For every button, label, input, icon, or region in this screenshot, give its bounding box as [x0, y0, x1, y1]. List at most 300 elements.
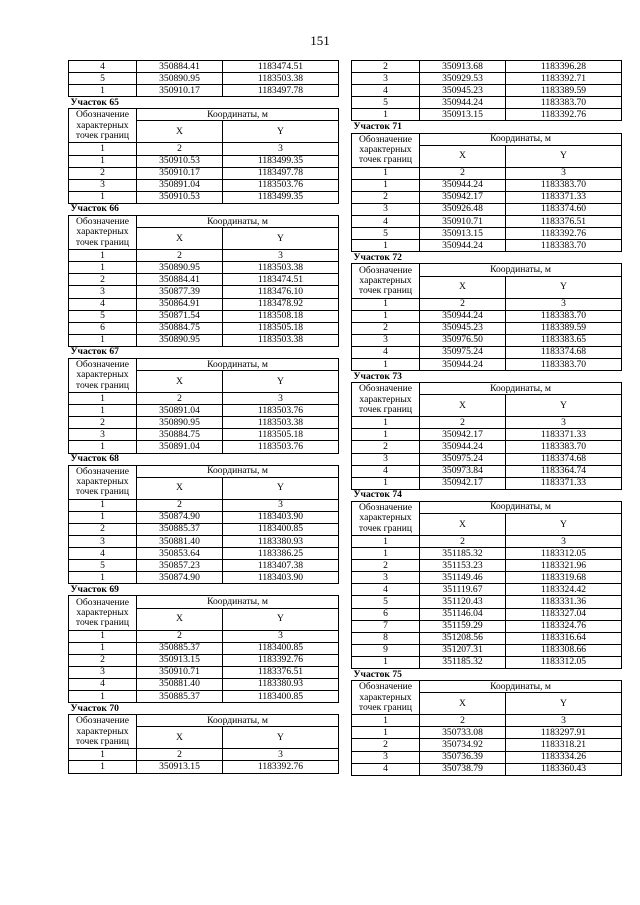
point-number: 1 [352, 179, 420, 191]
table-row [69, 310, 339, 322]
point-number: 1 [69, 405, 137, 417]
x-value: 350881.40 [137, 536, 223, 548]
y-value: 1183503.38 [223, 417, 339, 429]
y-value: 1183334.26 [506, 751, 622, 763]
y-value: 1183503.38 [223, 73, 339, 85]
x-value: 351208.56 [420, 632, 506, 644]
x-value: 350738.79 [420, 763, 506, 775]
y-value: 1183505.18 [223, 429, 339, 441]
y-value: 1183403.90 [223, 511, 339, 523]
y-value: 1183380.93 [223, 678, 339, 690]
x-header: X [420, 276, 506, 298]
x-value: 350891.04 [137, 441, 223, 453]
x-value: 350973.84 [420, 465, 506, 477]
y-header: Y [506, 693, 622, 715]
section-title: Участок 75 [352, 669, 622, 681]
x-value: 350913.15 [420, 109, 506, 121]
x-value: 350913.15 [137, 761, 223, 773]
point-number: 1 [69, 155, 137, 167]
table-row [69, 429, 339, 441]
y-value: 1183371.33 [506, 429, 622, 441]
x-value: 350890.95 [137, 417, 223, 429]
table-row [352, 441, 622, 453]
point-number: 8 [352, 632, 420, 644]
designation-header: Обозначение характерных точек границ [69, 216, 137, 250]
point-number: 1 [352, 109, 420, 121]
x-value: 350890.95 [137, 73, 223, 85]
point-number: 1 [69, 441, 137, 453]
x-value: 350891.04 [137, 405, 223, 417]
y-value: 1183389.59 [506, 322, 622, 334]
point-number: 1 [352, 548, 420, 560]
table-row [69, 441, 339, 453]
table-row [352, 228, 622, 240]
x-value: 351185.32 [420, 656, 506, 668]
y-value: 1183376.51 [223, 666, 339, 678]
point-number: 2 [69, 274, 137, 286]
y-value: 1183407.38 [223, 560, 339, 572]
column-number: 1 [352, 298, 420, 310]
point-number: 4 [352, 763, 420, 775]
y-value: 1183478.92 [223, 298, 339, 310]
x-value: 350890.95 [137, 262, 223, 274]
point-number: 5 [352, 596, 420, 608]
y-value: 1183324.76 [506, 620, 622, 632]
point-number: 1 [69, 642, 137, 654]
y-value: 1183376.51 [506, 216, 622, 228]
x-value: 350910.71 [137, 666, 223, 678]
y-value: 1183503.76 [223, 179, 339, 191]
y-value: 1183312.05 [506, 656, 622, 668]
designation-header: Обозначение характерных точек границ [352, 383, 420, 417]
table-row [352, 73, 622, 85]
x-value: 350853.64 [137, 548, 223, 560]
coordinates-table [68, 60, 339, 774]
x-header: X [137, 228, 223, 250]
y-value: 1183383.70 [506, 441, 622, 453]
column-number: 1 [352, 536, 420, 548]
x-value: 350874.90 [137, 572, 223, 584]
designation-header: Обозначение характерных точек границ [352, 681, 420, 715]
x-value: 350733.08 [420, 727, 506, 739]
point-number: 4 [69, 678, 137, 690]
y-value: 1183400.85 [223, 523, 339, 535]
point-number: 3 [69, 536, 137, 548]
table-row [69, 761, 339, 773]
right-column [351, 60, 621, 776]
y-value: 1183380.93 [223, 536, 339, 548]
y-value: 1183308.66 [506, 644, 622, 656]
point-number: 2 [352, 191, 420, 203]
x-value: 351207.31 [420, 644, 506, 656]
column-number: 3 [223, 499, 339, 511]
coordinates-header: Координаты, м [420, 133, 622, 145]
designation-header: Обозначение характерных точек границ [69, 596, 137, 630]
table-row [69, 691, 339, 703]
table-row [69, 560, 339, 572]
x-value: 350884.75 [137, 429, 223, 441]
table-row [352, 97, 622, 109]
point-number: 1 [69, 191, 137, 203]
y-header: Y [223, 371, 339, 393]
x-value: 350885.37 [137, 523, 223, 535]
coordinates-table [351, 60, 622, 776]
point-number: 4 [352, 346, 420, 358]
table-row [69, 322, 339, 334]
y-value: 1183505.18 [223, 322, 339, 334]
point-number: 4 [352, 465, 420, 477]
coordinates-header: Координаты, м [137, 596, 339, 608]
table-row [69, 405, 339, 417]
point-number: 1 [352, 727, 420, 739]
column-number: 3 [506, 167, 622, 179]
column-number: 2 [137, 393, 223, 405]
designation-header: Обозначение характерных точек границ [69, 358, 137, 392]
column-number: 2 [137, 250, 223, 262]
coordinates-header: Координаты, м [420, 264, 622, 276]
table-row [69, 548, 339, 560]
table-row [69, 262, 339, 274]
section-title: Участок 70 [69, 703, 339, 715]
table-row [352, 216, 622, 228]
point-number: 3 [352, 453, 420, 465]
x-value: 350945.23 [420, 85, 506, 97]
x-value: 350944.24 [420, 358, 506, 370]
x-value: 350910.71 [420, 216, 506, 228]
table-row [352, 644, 622, 656]
table-row [352, 548, 622, 560]
point-number: 1 [352, 310, 420, 322]
table-row [69, 666, 339, 678]
column-number: 2 [137, 749, 223, 761]
y-value: 1183371.33 [506, 191, 622, 203]
x-value: 351120.43 [420, 596, 506, 608]
table-row [352, 596, 622, 608]
point-number: 3 [69, 666, 137, 678]
table-row [69, 298, 339, 310]
x-value: 350910.17 [137, 167, 223, 179]
x-value: 350942.17 [420, 477, 506, 489]
section-title: Участок 69 [69, 584, 339, 596]
section-title: Участок 66 [69, 203, 339, 215]
section-title: Участок 71 [352, 121, 622, 133]
table-row [352, 656, 622, 668]
y-value: 1183503.76 [223, 441, 339, 453]
y-value: 1183360.43 [506, 763, 622, 775]
page-number: 151 [310, 33, 330, 48]
coordinates-header: Координаты, м [137, 715, 339, 727]
column-number: 2 [137, 499, 223, 511]
table-row [69, 642, 339, 654]
section-title: Участок 68 [69, 453, 339, 465]
table-row [352, 85, 622, 97]
y-value: 1183400.85 [223, 691, 339, 703]
y-header: Y [223, 608, 339, 630]
y-value: 1183383.70 [506, 310, 622, 322]
point-number: 2 [352, 560, 420, 572]
x-value: 350913.68 [420, 61, 506, 73]
x-header: X [420, 395, 506, 417]
point-number: 1 [69, 262, 137, 274]
x-value: 350976.50 [420, 334, 506, 346]
y-value: 1183383.70 [506, 240, 622, 252]
column-number: 3 [506, 715, 622, 727]
column-number: 2 [137, 143, 223, 155]
y-value: 1183386.25 [223, 548, 339, 560]
x-value: 350945.23 [420, 322, 506, 334]
y-value: 1183383.70 [506, 97, 622, 109]
point-number: 2 [352, 739, 420, 751]
table-row [352, 346, 622, 358]
table-row [352, 203, 622, 215]
column-number: 1 [352, 715, 420, 727]
designation-header: Обозначение характерных точек границ [352, 501, 420, 535]
coordinates-header: Координаты, м [137, 465, 339, 477]
y-value: 1183389.59 [506, 85, 622, 97]
point-number: 1 [69, 334, 137, 346]
column-number: 3 [506, 417, 622, 429]
table-row [69, 155, 339, 167]
table-row [69, 191, 339, 203]
y-value: 1183474.51 [223, 274, 339, 286]
table-row [352, 620, 622, 632]
coordinates-header: Координаты, м [137, 358, 339, 370]
section-title: Участок 74 [352, 489, 622, 501]
x-header: X [420, 693, 506, 715]
x-value: 350929.53 [420, 73, 506, 85]
point-number: 1 [69, 572, 137, 584]
point-number: 2 [352, 61, 420, 73]
point-number: 3 [352, 334, 420, 346]
column-number: 2 [420, 536, 506, 548]
table-row [352, 240, 622, 252]
left-column [68, 60, 338, 774]
table-row [69, 85, 339, 97]
point-number: 4 [352, 584, 420, 596]
table-row [69, 417, 339, 429]
point-number: 1 [352, 429, 420, 441]
table-row [352, 584, 622, 596]
table-row [69, 523, 339, 535]
point-number: 4 [69, 298, 137, 310]
y-value: 1183318.21 [506, 739, 622, 751]
y-value: 1183392.71 [506, 73, 622, 85]
table-row [69, 572, 339, 584]
column-number: 1 [352, 167, 420, 179]
table-row [352, 751, 622, 763]
y-value: 1183497.78 [223, 167, 339, 179]
table-row [69, 274, 339, 286]
designation-header: Обозначение характерных точек границ [69, 465, 137, 499]
x-header: X [137, 477, 223, 499]
x-value: 350910.53 [137, 155, 223, 167]
y-value: 1183319.68 [506, 572, 622, 584]
column-number: 2 [420, 715, 506, 727]
x-header: X [137, 121, 223, 143]
column-number: 1 [69, 393, 137, 405]
table-row [69, 536, 339, 548]
section-title: Участок 73 [352, 371, 622, 383]
x-value: 350871.54 [137, 310, 223, 322]
point-number: 5 [69, 73, 137, 85]
coordinates-header: Координаты, м [420, 501, 622, 513]
designation-header: Обозначение характерных точек границ [352, 133, 420, 167]
table-row [352, 465, 622, 477]
y-value: 1183476.10 [223, 286, 339, 298]
table-row [352, 453, 622, 465]
column-number: 1 [69, 143, 137, 155]
y-value: 1183508.18 [223, 310, 339, 322]
x-value: 350942.17 [420, 429, 506, 441]
y-value: 1183297.91 [506, 727, 622, 739]
column-number: 1 [69, 749, 137, 761]
y-value: 1183392.76 [506, 228, 622, 240]
y-value: 1183331.36 [506, 596, 622, 608]
point-number: 3 [352, 203, 420, 215]
column-number: 1 [69, 499, 137, 511]
table-row [352, 61, 622, 73]
y-value: 1183383.70 [506, 179, 622, 191]
x-value: 350975.24 [420, 346, 506, 358]
table-row [352, 322, 622, 334]
x-value: 350864.91 [137, 298, 223, 310]
point-number: 3 [352, 751, 420, 763]
y-value: 1183327.04 [506, 608, 622, 620]
point-number: 4 [352, 85, 420, 97]
table-row [352, 191, 622, 203]
table-row [352, 477, 622, 489]
y-value: 1183503.38 [223, 262, 339, 274]
x-value: 351153.23 [420, 560, 506, 572]
point-number: 6 [69, 322, 137, 334]
point-number: 6 [352, 608, 420, 620]
x-value: 350942.17 [420, 191, 506, 203]
x-value: 350913.15 [420, 228, 506, 240]
point-number: 3 [69, 179, 137, 191]
x-value: 350944.24 [420, 240, 506, 252]
y-value: 1183374.60 [506, 203, 622, 215]
x-header: X [137, 608, 223, 630]
table-row [69, 654, 339, 666]
point-number: 1 [352, 358, 420, 370]
point-number: 3 [69, 286, 137, 298]
point-number: 1 [352, 240, 420, 252]
column-number: 1 [352, 417, 420, 429]
table-row [69, 286, 339, 298]
y-header: Y [223, 228, 339, 250]
x-value: 350910.53 [137, 191, 223, 203]
x-value: 350926.48 [420, 203, 506, 215]
point-number: 2 [352, 441, 420, 453]
table-row [352, 608, 622, 620]
table-row [352, 572, 622, 584]
point-number: 2 [352, 322, 420, 334]
point-number: 1 [352, 656, 420, 668]
column-number: 1 [69, 630, 137, 642]
y-value: 1183392.76 [223, 654, 339, 666]
table-row [69, 678, 339, 690]
x-value: 350874.90 [137, 511, 223, 523]
x-value: 351146.04 [420, 608, 506, 620]
y-header: Y [506, 395, 622, 417]
y-value: 1183497.78 [223, 85, 339, 97]
column-number: 3 [223, 630, 339, 642]
point-number: 9 [352, 644, 420, 656]
y-value: 1183400.85 [223, 642, 339, 654]
x-value: 351185.32 [420, 548, 506, 560]
y-header: Y [223, 121, 339, 143]
y-value: 1183396.28 [506, 61, 622, 73]
coordinates-header: Координаты, м [137, 109, 339, 121]
point-number: 5 [352, 228, 420, 240]
x-value: 350884.41 [137, 61, 223, 73]
point-number: 5 [69, 560, 137, 572]
x-header: X [137, 727, 223, 749]
x-value: 350975.24 [420, 453, 506, 465]
y-value: 1183499.35 [223, 191, 339, 203]
y-value: 1183474.51 [223, 61, 339, 73]
x-header: X [137, 371, 223, 393]
point-number: 4 [69, 61, 137, 73]
table-row [352, 763, 622, 775]
x-value: 350881.40 [137, 678, 223, 690]
table-row [352, 334, 622, 346]
y-header: Y [506, 514, 622, 536]
x-value: 351159.29 [420, 620, 506, 632]
section-title: Участок 65 [69, 97, 339, 109]
column-number: 3 [223, 749, 339, 761]
point-number: 3 [352, 572, 420, 584]
x-value: 350910.17 [137, 85, 223, 97]
coordinates-header: Координаты, м [137, 216, 339, 228]
point-number: 2 [69, 417, 137, 429]
column-number: 2 [137, 630, 223, 642]
point-number: 7 [352, 620, 420, 632]
table-row [352, 109, 622, 121]
x-value: 350884.75 [137, 322, 223, 334]
table-row [352, 727, 622, 739]
table-row [352, 179, 622, 191]
x-value: 350944.24 [420, 179, 506, 191]
table-row [352, 310, 622, 322]
point-number: 1 [352, 477, 420, 489]
y-value: 1183383.65 [506, 334, 622, 346]
y-value: 1183312.05 [506, 548, 622, 560]
table-row [352, 358, 622, 370]
x-value: 350885.37 [137, 642, 223, 654]
column-number: 3 [223, 143, 339, 155]
column-number: 3 [223, 393, 339, 405]
column-number: 3 [506, 536, 622, 548]
column-number: 2 [420, 298, 506, 310]
point-number: 5 [352, 97, 420, 109]
point-number: 5 [69, 310, 137, 322]
y-value: 1183392.76 [223, 761, 339, 773]
y-value: 1183364.74 [506, 465, 622, 477]
point-number: 1 [69, 691, 137, 703]
y-value: 1183374.68 [506, 346, 622, 358]
point-number: 2 [69, 523, 137, 535]
x-header: X [420, 145, 506, 167]
column-number: 3 [506, 298, 622, 310]
column-number: 1 [69, 250, 137, 262]
y-header: Y [223, 477, 339, 499]
x-header: X [420, 514, 506, 536]
table-row [69, 167, 339, 179]
x-value: 350890.95 [137, 334, 223, 346]
designation-header: Обозначение характерных точек границ [69, 715, 137, 749]
x-value: 350944.24 [420, 97, 506, 109]
